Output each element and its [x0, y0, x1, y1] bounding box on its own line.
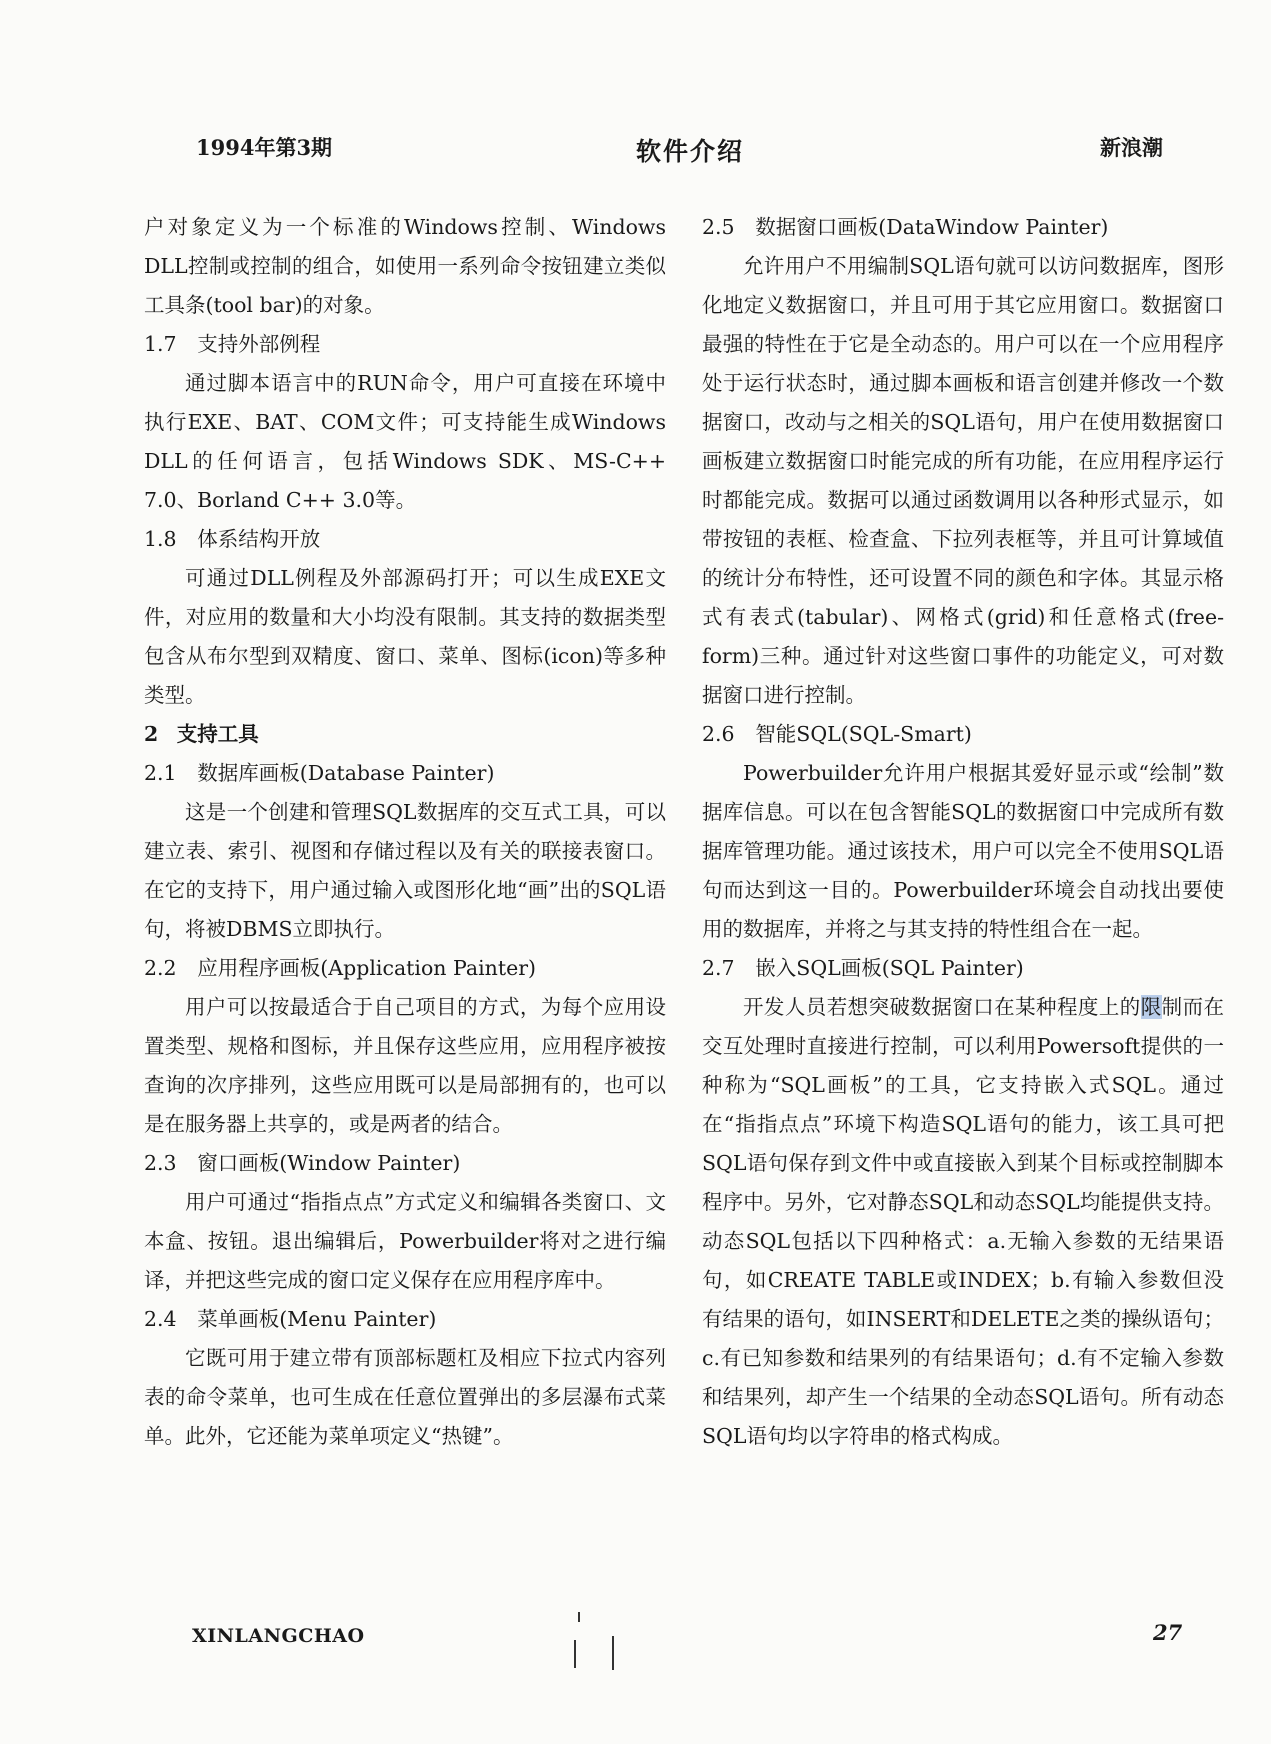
section-heading-2-3: [144, 1144, 666, 1183]
section-paragraph: 通过脚本语言中的RUN命令，用户可直接在环境中执行EXE、BAT、COM文件；可支持能生成Windows DLL的任何语言，包括Windows SDK、MS-C++ 7.0、Borland C++ 3.0等。: [144, 371, 666, 512]
page-number: 27: [1153, 1620, 1183, 1645]
gutter-mark: [578, 1612, 580, 1622]
section-heading-1-8: [144, 520, 666, 559]
section-number: 2.7: [702, 956, 735, 980]
section-title: 数据库画板(Database Painter): [197, 761, 495, 785]
section-title: 数据窗口画板(DataWindow Painter): [755, 215, 1109, 239]
section-title: 体系结构开放: [197, 527, 321, 551]
section-paragraph: Powerbuilder允许用户根据其爱好显示或“绘制”数据库信息。可以在包含智能SQL的数据窗口中完成所有数据库管理功能。通过该技术，用户可以完全不使用SQL语句而达到这一目的。Powerbuilder环境会自动找出要使用的数据库，并将之与其支持的特性组合在一起。: [702, 761, 1224, 941]
footer-journal-pinyin: XINLANGCHAO: [192, 1625, 365, 1647]
section-title: 智能SQL(SQL-Smart): [755, 722, 972, 746]
gutter-mark: [612, 1636, 614, 1670]
section-number: 2.5: [702, 215, 735, 239]
section-paragraph: 用户可以按最适合于自己项目的方式，为每个应用设置类型、规格和图标，并且保存这些应用，应用程序被按查询的次序排列，这些应用既可以是局部拥有的，也可以是在服务器上共享的，或是两者的结合。: [144, 995, 666, 1136]
section-paragraph: [702, 988, 1224, 1456]
issue-label: 1994年第3期: [196, 135, 333, 160]
section-title: 窗口画板(Window Painter): [197, 1151, 461, 1175]
section-heading-2-7: [702, 949, 1224, 988]
section-number: 2.6: [702, 722, 735, 746]
section-paragraph: 可通过DLL例程及外部源码打开；可以生成EXE文件，对应用的数量和大小均没有限制。其支持的数据类型包含从布尔型到双精度、窗口、菜单、图标(icon)等多种类型。: [144, 566, 666, 707]
section-heading-2-2: [144, 949, 666, 988]
section-number: 2.3: [144, 1151, 177, 1175]
section-paragraph: 用户可通过“指指点点”方式定义和编辑各类窗口、文本盒、按钮。退出编辑后，Powerbuilder将对之进行编译，并把这些完成的窗口定义保存在应用程序库中。: [144, 1190, 666, 1292]
right-column: [702, 208, 1224, 1456]
section-number: 1.8: [144, 527, 177, 551]
section-heading-2-6: [702, 715, 1224, 754]
section-number: 2.4: [144, 1307, 177, 1331]
section-title: 嵌入SQL画板(SQL Painter): [755, 956, 1024, 980]
left-column: [144, 208, 666, 1456]
section-heading-1-7: [144, 325, 666, 364]
text-selection-highlight[interactable]: 限: [1140, 995, 1162, 1019]
section-heading-2-4: [144, 1300, 666, 1339]
section-paragraph: 它既可用于建立带有顶部标题杠及相应下拉式内容列表的命令菜单，也可生成在任意位置弹出的多层瀑布式菜单。此外，它还能为菜单项定义“热键”。: [144, 1346, 666, 1448]
section-paragraph: 允许用户不用编制SQL语句就可以访问数据库，图形化地定义数据窗口，并且可用于其它应用窗口。数据窗口最强的特性在于它是全动态的。用户可以在一个应用程序处于运行状态时，通过脚本画板和语言创建并修改一个数据窗口，改动与之相关的SQL语句，用户在使用数据窗口画板建立数据窗口时能完成的所有功能，在应用程序运行时都能完成。数据可以通过函数调用以各种形式显示，如带按钮的表框、检查盒、下拉列表框等，并且可计算域值的统计分布特性，还可设置不同的颜色和字体。其显示格式有表式(tabular)、网格式(grid)和任意格式(free-form)三种。通过针对这些窗口事件的功能定义，可对数据窗口进行控制。: [702, 254, 1224, 707]
section-title: 菜单画板(Menu Painter): [197, 1307, 437, 1331]
section-number: 1.7: [144, 332, 177, 356]
paragraph-text-before: 开发人员若想突破数据窗口在某种程度上的: [743, 995, 1141, 1019]
journal-name: 新浪潮: [1100, 135, 1163, 160]
section-heading-2-1: [144, 754, 666, 793]
gutter-mark: [574, 1640, 576, 1668]
section-heading-2-5: [702, 208, 1224, 247]
section-number: 2.2: [144, 956, 177, 980]
section-title: 支持工具: [176, 722, 259, 746]
section-paragraph: 这是一个创建和管理SQL数据库的交互式工具，可以建立表、索引、视图和存储过程以及有关的联接表窗口。在它的支持下，用户通过输入或图形化地“画”出的SQL语句，将被DBMS立即执行。: [144, 800, 666, 941]
section-heading-2: [144, 715, 666, 754]
section-title: 支持外部例程: [197, 332, 321, 356]
paragraph-text-after: 制而在交互处理时直接进行控制，可以利用Powersoft提供的一种称为“SQL画板”的工具，它支持嵌入式SQL。通过在“指指点点”环境下构造SQL语句的能力，该工具可把SQL语句保存到文件中或直接嵌入到某个目标或控制脚本程序中。另外，它对静态SQL和动态SQL均能提供支持。动态SQL包括以下四种格式：a.无输入参数的无结果语句，如CREATE TABLE或INDEX；b.有输入参数但没有结果的语句，如INSERT和DELETE之类的操纵语句；c.有已知参数和结果列的有结果语句；d.有不定输入参数和结果列，却产生一个结果的全动态SQL语句。所有动态SQL语句均以字符串的格式构成。: [702, 995, 1225, 1448]
section-number: 2: [144, 722, 159, 746]
section-title: 软件介绍: [635, 137, 744, 166]
continued-paragraph: 户对象定义为一个标准的Windows控制、Windows DLL控制或控制的组合，如使用一系列命令按钮建立类似工具条(tool bar)的对象。: [144, 215, 666, 317]
section-number: 2.1: [144, 761, 177, 785]
section-title: 应用程序画板(Application Painter): [197, 956, 537, 980]
